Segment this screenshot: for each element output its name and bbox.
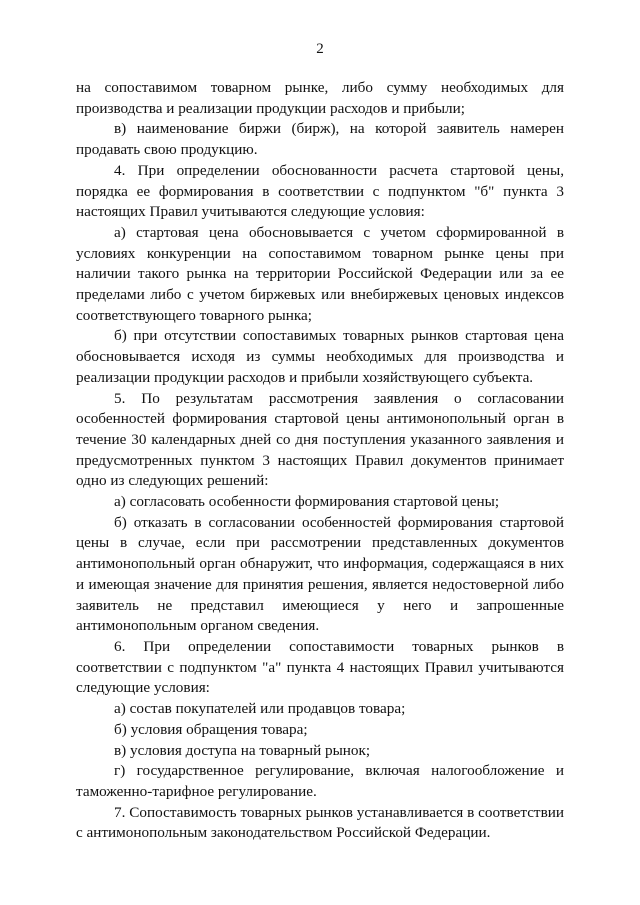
page-number: 2 [316,41,324,57]
paragraph-5: 5. По результатам рассмотрения заявления о согласовании особенностей формирования стартовой цены антимонопольный орган в течение 30 календарных дней со дня поступления указанного заявления и предусмотренных пунктом 3 настоящих Правил документов принимает одно из следующих решений: [76,389,564,490]
paragraph-4: 4. При определении обоснованности расчета стартовой цены, порядка ее формирования в соответствии с подпунктом "б" пункта 3 настоящих Правил учитываются следующие условия: [76,161,564,221]
paragraph-7: 7. Сопоставимость товарных рынков устанавливается в соответствии с антимонопольным законодательством Российской Федерации. [76,803,564,842]
paragraph-continuation: на сопоставимом товарном рынке, либо сумму необходимых для производства и реализации продукции расходов и прибыли; [76,79,564,117]
paragraph-3v: в) наименование биржи (бирж), на которой заявитель намерен продавать свою продукцию. [76,120,564,159]
paragraph-5a: а) согласовать особенности формирования стартовой цены; [114,493,500,511]
paragraph-4a: а) стартовая цена обосновывается с учетом сформированной в условиях конкуренции на сопоставимом товарном рынке цены при наличии такого рынка на территории Российской Федерации или за ее пределами либо с учетом биржевых или внебиржевых ценовых индексов соответствующего товарного рынка; [76,223,564,324]
paragraph-4b: б) при отсутствии сопоставимых товарных рынков стартовая цена обосновывается исходя из суммы необходимых для производства и реализации продукции расходов и прибыли хозяйствующего субъекта. [76,327,564,386]
paragraph-6v: в) условия доступа на товарный рынок; [114,741,371,759]
document-body [76,78,564,844]
paragraph-6: 6. При определении сопоставимости товарных рынков в соответствии с подпунктом "а" пункта 4 настоящих Правил учитываются следующие условия: [76,637,564,697]
paragraph-6b: б) условия обращения товара; [114,720,308,738]
paragraph-6a: а) состав покупателей или продавцов товара; [114,700,406,718]
paragraph-6g: г) государственное регулирование, включая налогообложение и таможенно-тарифное регулирование. [76,762,564,800]
paragraph-5b: б) отказать в согласовании особенностей формирования стартовой цены в случае, если при рассмотрении представленных документов антимонопольный орган обнаружит, что информация, содержащаяся в них и имеющая значение для принятия решения, является недостоверной либо заявитель не представил имеющиеся у него и запрошенные антимонопольным органом сведения. [76,513,564,635]
